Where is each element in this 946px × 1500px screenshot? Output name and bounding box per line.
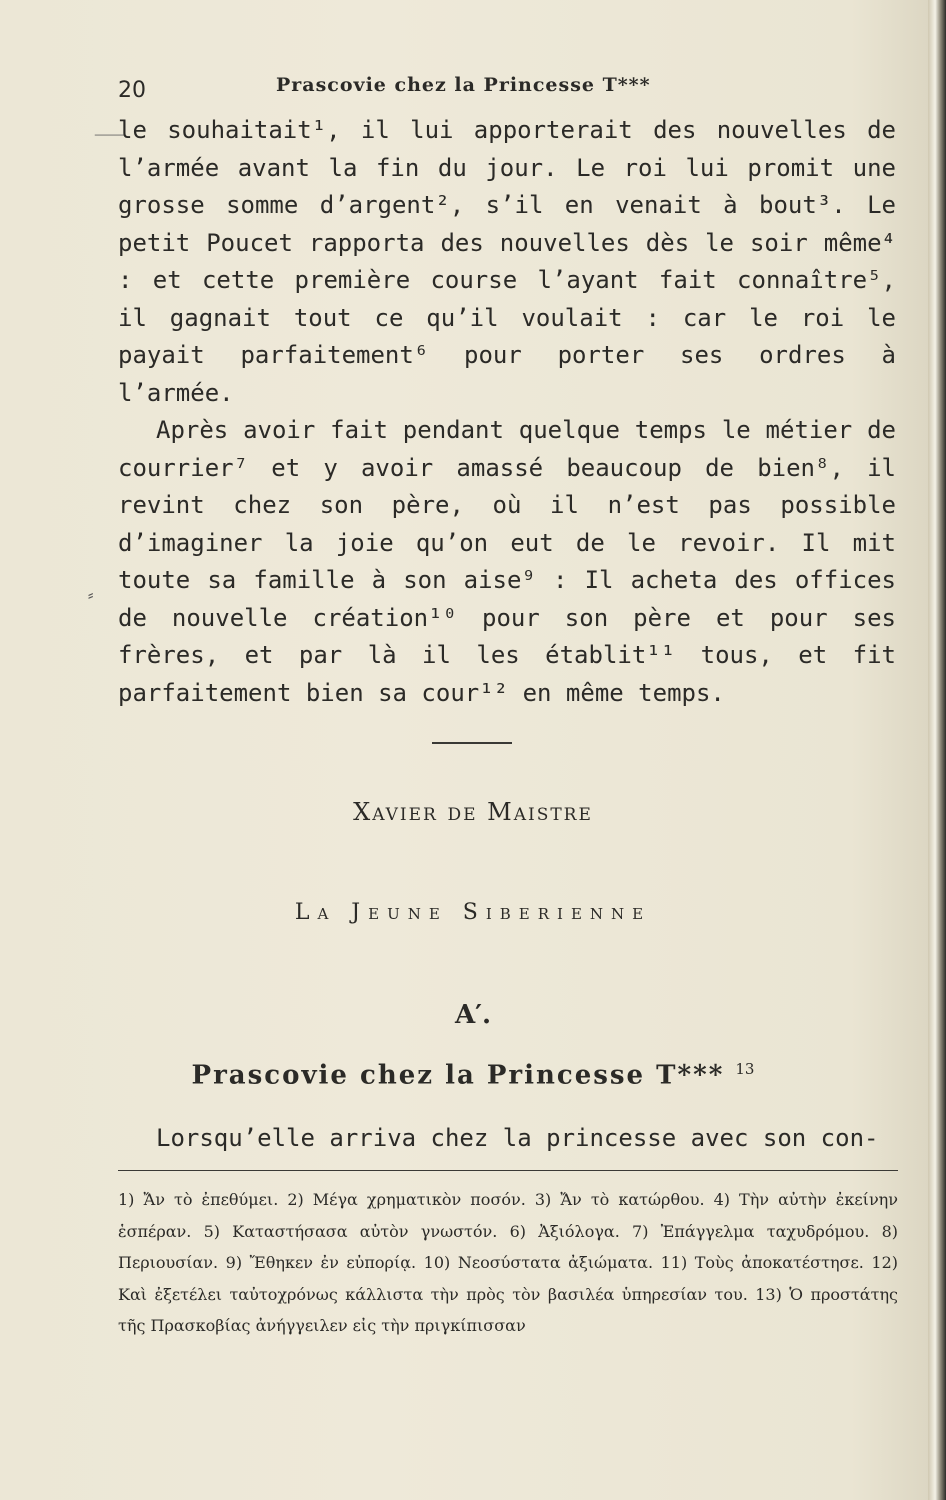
body-text <box>118 112 896 712</box>
footnotes <box>118 1184 898 1342</box>
margin-annotation-icon: ⸗ <box>88 585 94 604</box>
paragraph-1: le souhaitait¹, il lui apporterait des nouvelles de l’armée avant la fin du jour. Le roi lui promit une grosse somme d’argent², s’il en venait à bout³. Le petit Poucet rapporta des nouvelles dès le soir même⁴ : et cette première course l’ayant fait connaître⁵, il gagnait tout ce qu’il voulait : car le roi le payait parfaitement⁶ pour porter ses ordres à l’armée. <box>118 116 896 407</box>
page-number: 20 <box>118 78 146 103</box>
running-head: Prascovie chez la Princesse T*** <box>276 74 651 96</box>
chapter-title <box>0 1060 946 1091</box>
chapter-title-text: Prascovie chez la Princesse T*** <box>191 1060 725 1091</box>
footnote-text: 1) Ἄν τὸ ἐπεθύμει. 2) Μέγα χρηματικὸν ποσόν. 3) Ἄν τὸ κατώρθου. 4) Τὴν αὐτὴν ἐκείνην ἑσπέραν. 5) Καταστήσασα αὐτὸν γνωστόν. 6) Ἀξιόλογα. 7) Ἐπάγγελμα ταχυδρόμου. 8) Περιουσίαν. 9) Ἔθηκεν ἐν εὐπορίᾳ. 10) Νεοσύστατα ἀξιώματα. 11) Τοὺς ἀποκατέστησε. 12) Καὶ ἐξετέλει ταὐτοχρόνως κάλλιστα τὴν πρὸς τὸν βασιλέα ὑπηρεσίαν του. 13) Ὁ προστάτης τῆς Πρασκοβίας ἀνήγγειλεν εἰς τὴν πριγκίπισσαν <box>118 1190 898 1335</box>
author-name: Xavier de Maistre <box>353 798 593 826</box>
page-header <box>118 70 898 110</box>
book-title: La Jeune Siberienne <box>294 900 652 925</box>
chapter-number: A′. <box>454 1000 492 1030</box>
page-edge <box>928 0 946 1500</box>
paragraph-2: Après avoir fait pendant quelque temps le métier de courrier⁷ et y avoir amassé beaucoup de bien⁸, il revint chez son père, où il n’est pas possible d’imaginer la joie qu’on eut de le revoir. Il mit toute sa famille à son aise⁹ : Il acheta des offices de nouvelle création¹⁰ pour son père et pour ses frères, et par là il les établit¹¹ tous, et fit parfaitement bien sa cour¹² en même temps. <box>118 416 896 707</box>
footnote-divider <box>118 1170 898 1171</box>
chapter-note-ref: 13 <box>735 1060 755 1078</box>
opening-line: Lorsqu’elle arriva chez la princesse avec son con- <box>156 1124 879 1152</box>
section-divider <box>432 742 512 744</box>
pencil-mark-icon: ⸺ <box>94 124 125 145</box>
